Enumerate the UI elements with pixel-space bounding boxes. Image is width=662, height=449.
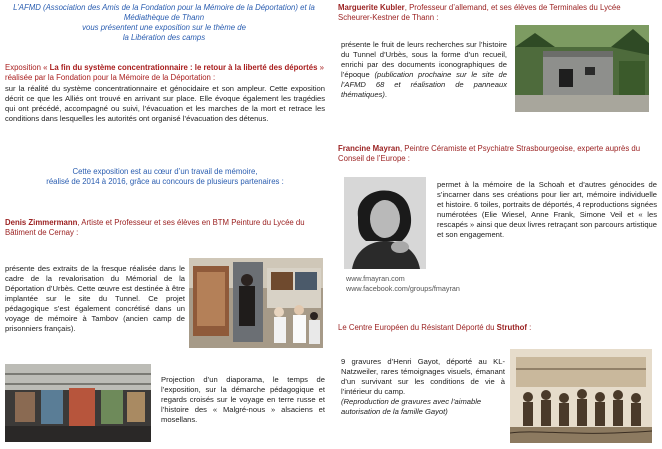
zimmermann-body: présente des extraits de la fresque réalisée dans le cadre de la revalorisation du Mémorial de la Déportation d’Urbès. Cette œuvre est destinée à être implantée sur le site du Tunnel. Ce projet pédagogique s’est également concrétisé dans un voyage de mémoire à Tambov (ancien camp de prisonniers français). [5,264,185,334]
tunnel-bunker-photo-svg [515,25,649,112]
tunnel-bunker-photo [515,25,649,112]
exposition-tail: » réalisée par la Fondation pour la Mémoire de la Déportation : [5,63,324,83]
mayran-website-link[interactable]: www.fmayran.com [346,274,405,283]
memory-line-2: réalisé de 2014 à 2016, grâce au concours de plusieurs partenaires : [46,177,284,187]
kubler-name: Marguerite Kubler [338,3,405,12]
exposition-body: sur la réalité du système concentrationnaire et génocidaire et son ampleur. Cette exposition décrit ce que les Alliés ont trouvé en arrivant sur place. Elle évoque également les tragédies qui ont précédé, accompagné ou suivi, l’évacuation et les marches de la mort et retrace les conditions dans lesquelles les autorités ont organisé l’évacuation des détenus. [5,83,325,123]
kubler-body-text: présente le fruit de leurs recherches sur l’histoire du Tunnel d’Urbès, sous la forme d’un recueil, enrichi par des documents iconographiques de l’époque [341,40,507,80]
mayran-facebook-link[interactable]: www.facebook.com/groups/fmayran [346,283,460,293]
exposition-section [5,63,325,124]
mayran-portrait-photo-svg [344,177,426,269]
struthof-text [341,357,505,417]
intro-line-2: vous présentent une exposition sur le thème de [82,23,246,33]
fresco-students-photo [189,258,323,348]
exposition-heading [5,63,325,84]
mayran-name: Francine Mayran [338,144,400,153]
exposition-title: La fin du système concentrationnaire : le retour à la liberté des déportés [49,63,318,72]
mayran-body: permet à la mémoire de la Schoah et d’autres génocides de s’incarner dans ses créations pour lier art, mémoire individuelle et histoire. 6 toiles, portraits de déportés, 4 reproductions signées numérotées (Elie Wiesel, Anne Frank, Simone Veil et « les rescapés » ainsi que deux livres retraçant son parcours artistique et son engagement. [437,180,657,240]
intro-line-3: la Libération des camps [122,33,206,43]
kubler-end: . [384,90,388,100]
workshop-photo-svg [5,364,151,442]
struthof-heading [338,323,656,333]
gayot-engraving-image-svg [510,349,652,443]
memory-statement [5,167,325,188]
zimmermann-heading [5,218,325,239]
mayran-role: , Peintre Céramiste et Psychiatre Strasbourgeoise, experte auprès du Conseil de l’Europe : [338,144,641,164]
exposition-lead: Exposition « [5,63,50,72]
kubler-role: , Professeur d’allemand, et ses élèves de Terminales du Lycée Scheurer-Kestner de Thann : [338,3,621,23]
mayran-links [346,274,460,293]
mayran-portrait-photo [344,177,426,269]
gayot-engraving-image [510,349,652,443]
intro-block [4,3,324,44]
struthof-tail: : [526,323,532,332]
kubler-note: (publication prochaine sur le site de l’AFMD 68 et réalisation de panneaux thématiques) [341,70,507,100]
fresco-students-photo-svg [189,258,323,348]
diaporama-body: Projection d’un diaporama, le temps de l’exposition, sur la démarche pédagogique et regards croisés sur le voyage en terre russe et l’histoire des « Malgré-nous » alsaciens et mosellans. [161,375,325,425]
kubler-heading [338,3,656,24]
struthof-lead: Le Centre Européen du Résistant Déporté du [338,323,497,332]
struthof-body: 9 gravures d’Henri Gayot, déporté au KL-Natzweiler, rares témoignages visuels, émanant d’un survivant sur les conditions de vie à l’intérieur du camp. [341,357,505,397]
zimmermann-name: Denis Zimmermann [5,218,78,227]
kubler-body [341,40,507,100]
memory-line-1: Cette exposition est au cœur d’un travail de mémoire, [72,167,258,176]
intro-line-1: L’AFMD (Association des Amis de la Fondation pour la Mémoire de la Déportation) et la Médiathèque de Thann [13,3,315,23]
struthof-note: (Reproduction de gravures avec l’aimable autorisation de la famille Gayot) [341,397,482,417]
mayran-heading [338,144,656,165]
workshop-photo [5,364,151,442]
zimmermann-role: , Artiste et Professeur et ses élèves en BTM Peinture du Lycée du Bâtiment de Cernay : [5,218,305,238]
struthof-name: Struthof [496,323,527,332]
